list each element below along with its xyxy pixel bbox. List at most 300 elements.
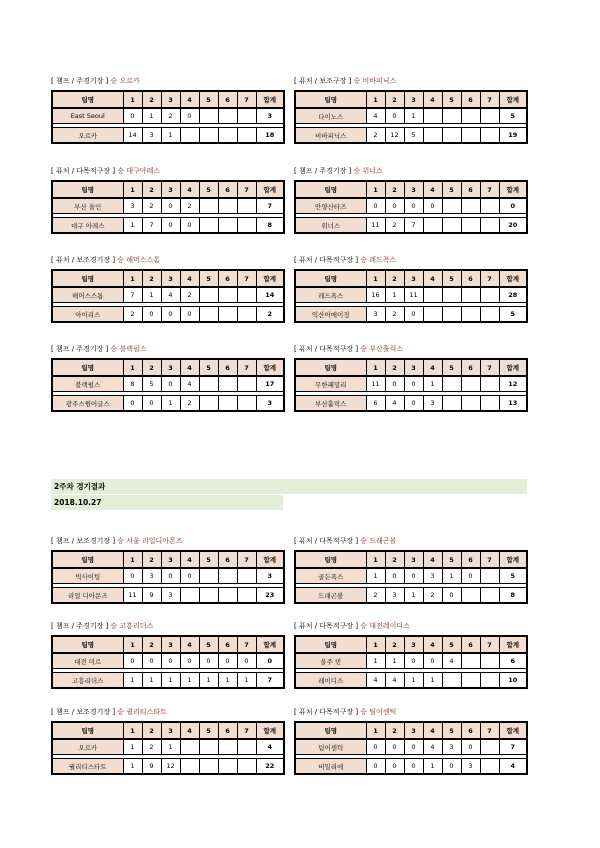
inning-score [461,108,480,124]
band-week2-title [51,479,527,494]
team-row [52,218,284,234]
score-table [294,721,528,775]
game-header [294,621,526,631]
score-header-row [52,359,284,376]
column-header: 7 [480,359,499,376]
total-score: 20 [499,218,527,234]
inning-score: 1 [142,673,161,689]
team-name: 퀄리티스타트 [52,759,123,775]
score-header-row [295,270,527,287]
score-table [51,269,285,323]
column-header: 5 [199,270,218,287]
inning-score: 0 [366,739,385,755]
game-winner: 승 서울 리얼디아몬즈 [117,537,183,545]
column-header: 3 [161,636,180,653]
inning-score [199,568,218,584]
column-header: 2 [385,722,404,739]
inning-score: 12 [385,128,404,144]
team-row [52,739,284,755]
column-header: 1 [366,270,385,287]
inning-score: 0 [180,218,199,234]
column-header: 4 [180,181,199,198]
team-row [52,673,284,689]
score-table [294,269,528,323]
game-header [294,255,526,265]
inning-score [199,759,218,775]
column-header: 5 [199,636,218,653]
column-header: 7 [480,551,499,568]
inning-score: 9 [142,588,161,604]
column-header: 3 [404,359,423,376]
score-table [294,358,528,412]
game-venue: [ 퓨처 / 다목적구장 ] [294,256,359,264]
inning-score: 7 [404,218,423,234]
game-block [294,707,526,775]
score-header-row [295,636,527,653]
score-table [51,721,285,775]
column-header: 7 [237,636,256,653]
column-header: 4 [180,722,199,739]
column-header: 4 [180,91,199,108]
inning-score: 0 [180,307,199,323]
inning-score: 4 [180,376,199,392]
total-score: 19 [499,128,527,144]
inning-score: 9 [142,759,161,775]
column-header: 4 [180,359,199,376]
team-name: 골든폭스 [295,568,366,584]
inning-score [480,218,499,234]
column-header: 2 [142,91,161,108]
game-header [294,166,526,176]
game-venue: [ 퓨처 / 다목적구장 ] [294,708,359,716]
inning-score: 1 [199,673,218,689]
inning-score [442,108,461,124]
column-header: 합계 [499,270,527,287]
inning-score: 0 [404,759,423,775]
inning-score: 11 [366,218,385,234]
game-header [51,621,283,631]
inning-score: 1 [237,673,256,689]
inning-score: 1 [366,653,385,669]
inning-score [218,108,237,124]
column-header: 4 [423,270,442,287]
team-name: 오르카 [52,128,123,144]
game-venue: [ 퓨처 / 다목적구장 ] [294,622,359,630]
game-block [51,255,283,323]
inning-score: 4 [423,739,442,755]
game-winner: 승 해머스스톰 [117,256,161,264]
inning-score [199,307,218,323]
inning-score: 1 [423,759,442,775]
inning-score: 0 [237,653,256,669]
score-header-row [52,722,284,739]
inning-score: 4 [366,673,385,689]
inning-score: 1 [161,128,180,144]
game-header [51,166,283,176]
column-header: 3 [404,636,423,653]
column-header: 1 [366,636,385,653]
game-venue: [ 챔프 / 보조경기장 ] [51,708,116,716]
team-name: 비밀리에 [295,759,366,775]
game-venue: [ 퓨처 / 보조구장 ] [294,77,352,85]
game-block [294,166,526,234]
column-header: 4 [423,91,442,108]
inning-score: 1 [161,673,180,689]
total-score: 5 [499,568,527,584]
game-header [294,707,526,717]
inning-score: 0 [366,198,385,214]
inning-score: 0 [180,653,199,669]
total-score: 3 [256,568,284,584]
inning-score: 14 [123,128,142,144]
total-score: 18 [256,128,284,144]
inning-score: 0 [385,739,404,755]
inning-score: 0 [461,739,480,755]
total-score: 14 [256,287,284,303]
inning-score [199,396,218,412]
inning-score: 11 [123,588,142,604]
column-header: 5 [199,551,218,568]
column-header: 1 [366,91,385,108]
column-header: 4 [423,636,442,653]
column-header: 3 [404,551,423,568]
column-header: 5 [199,181,218,198]
inning-score [218,759,237,775]
inning-score: 1 [142,287,161,303]
team-name: 리얼 디아몬즈 [52,588,123,604]
team-row [52,396,284,412]
game-winner: 승 위너스 [353,167,383,175]
column-header: 2 [142,636,161,653]
team-name: 드래곤볼 [295,588,366,604]
game-header [294,344,526,354]
game-block [294,536,526,604]
game-winner: 승 비바피닉스 [353,77,397,85]
column-header: 2 [385,91,404,108]
inning-score [199,287,218,303]
column-header: 4 [423,722,442,739]
total-score: 8 [256,218,284,234]
inning-score: 1 [385,653,404,669]
column-header: 1 [366,722,385,739]
game-block [294,76,526,144]
inning-score: 7 [142,218,161,234]
team-row [295,307,527,323]
column-header: 6 [461,270,480,287]
inning-score: 0 [461,568,480,584]
score-header-row [52,636,284,653]
inning-score: 1 [423,673,442,689]
inning-score: 1 [404,108,423,124]
team-name: 무한패밀리 [295,376,366,392]
team-name: 위너스 [295,218,366,234]
column-header: 4 [423,359,442,376]
team-row [52,307,284,323]
inning-score [237,396,256,412]
inning-score: 0 [385,108,404,124]
column-header: 6 [461,636,480,653]
column-header: 팀명 [52,636,123,653]
team-row [52,128,284,144]
column-header: 1 [123,359,142,376]
inning-score: 3 [423,568,442,584]
inning-score [199,739,218,755]
score-header-row [295,359,527,376]
inning-score: 0 [199,653,218,669]
inning-score: 0 [161,568,180,584]
column-header: 2 [142,270,161,287]
column-header: 6 [461,359,480,376]
inning-score [199,376,218,392]
inning-score [461,653,480,669]
total-score: 2 [256,307,284,323]
column-header: 1 [123,91,142,108]
team-name: 대구 아레스 [52,218,123,234]
inning-score: 1 [404,588,423,604]
column-header: 2 [385,551,404,568]
inning-score [480,376,499,392]
column-header: 팀명 [295,91,366,108]
score-table [51,90,285,144]
inning-score [480,396,499,412]
game-winner: 승 팀어센틱 [360,708,397,716]
total-score: 5 [499,307,527,323]
inning-score: 0 [404,653,423,669]
team-name: 오르카 [52,739,123,755]
column-header: 합계 [499,636,527,653]
column-header: 1 [123,181,142,198]
inning-score: 0 [423,198,442,214]
total-score: 23 [256,588,284,604]
column-header: 팀명 [52,722,123,739]
column-header: 팀명 [295,181,366,198]
total-score: 3 [256,396,284,412]
total-score: 0 [256,653,284,669]
inning-score: 2 [161,108,180,124]
inning-score: 0 [385,568,404,584]
column-header: 3 [404,91,423,108]
game-header [51,707,283,717]
total-score: 22 [256,759,284,775]
column-header: 2 [142,551,161,568]
team-row [52,759,284,775]
team-name: 아이리스 [52,307,123,323]
inning-score: 1 [142,108,161,124]
inning-score: 1 [366,568,385,584]
column-header: 3 [404,181,423,198]
column-header: 3 [161,722,180,739]
inning-score [218,128,237,144]
inning-score: 5 [142,376,161,392]
game-venue: [ 챔프 / 주경기장 ] [51,622,109,630]
column-header: 팀명 [295,270,366,287]
column-header: 4 [180,636,199,653]
inning-score [423,108,442,124]
team-name: 팀어센틱 [295,739,366,755]
game-venue: [ 챔프 / 주경기장 ] [294,167,352,175]
column-header: 합계 [256,722,284,739]
inning-score: 2 [142,198,161,214]
column-header: 5 [199,359,218,376]
inning-score [442,673,461,689]
inning-score: 0 [123,653,142,669]
game-block [51,536,283,604]
inning-score [218,307,237,323]
score-table [294,550,528,604]
column-header: 7 [480,91,499,108]
column-header: 6 [461,181,480,198]
inning-score [180,588,199,604]
inning-score [480,108,499,124]
inning-score [237,759,256,775]
inning-score [218,198,237,214]
score-header-row [295,91,527,108]
inning-score [423,287,442,303]
column-header: 3 [161,91,180,108]
inning-score: 3 [161,588,180,604]
score-table [51,635,285,689]
column-header: 팀명 [295,636,366,653]
inning-score: 0 [161,376,180,392]
inning-score [442,287,461,303]
column-header: 5 [442,270,461,287]
team-name: 대전 미르 [52,653,123,669]
inning-score: 0 [161,218,180,234]
inning-score [237,588,256,604]
inning-score: 0 [404,739,423,755]
inning-score [180,759,199,775]
column-header: 2 [385,359,404,376]
column-header: 팀명 [52,551,123,568]
column-header: 7 [480,636,499,653]
team-row [52,653,284,669]
inning-score: 1 [385,287,404,303]
inning-score: 0 [142,307,161,323]
inning-score [237,108,256,124]
inning-score: 4 [385,396,404,412]
team-name: East Seoul [52,108,123,124]
team-row [295,198,527,214]
inning-score: 2 [142,739,161,755]
game-venue: [ 챔프 / 주경기장 ] [51,77,109,85]
team-row [52,287,284,303]
inning-score: 3 [142,568,161,584]
column-header: 2 [142,181,161,198]
inning-score [442,307,461,323]
team-row [295,568,527,584]
team-name: 블랙펄스 [52,376,123,392]
team-row [295,108,527,124]
column-header: 5 [442,181,461,198]
total-score: 17 [256,376,284,392]
score-table [51,550,285,604]
inning-score [237,128,256,144]
column-header: 2 [142,722,161,739]
column-header: 1 [366,359,385,376]
game-header [51,255,283,265]
inning-score: 0 [404,568,423,584]
game-winner: 승 레드폭스 [360,256,397,264]
inning-score [218,396,237,412]
column-header: 합계 [499,91,527,108]
inning-score [461,396,480,412]
score-header-row [295,722,527,739]
game-venue: [ 챔프 / 보조경기장 ] [51,537,116,545]
column-header: 6 [218,270,237,287]
column-header: 6 [218,722,237,739]
inning-score: 0 [180,108,199,124]
team-row [295,128,527,144]
inning-score: 1 [442,568,461,584]
column-header: 1 [366,181,385,198]
inning-score: 0 [142,653,161,669]
inning-score: 2 [180,198,199,214]
team-name: 부산 올인 [52,198,123,214]
inning-score [218,588,237,604]
team-row [52,198,284,214]
inning-score: 3 [123,198,142,214]
inning-score: 0 [161,198,180,214]
team-row [295,376,527,392]
game-header [51,344,283,354]
inning-score: 0 [123,568,142,584]
column-header: 5 [442,636,461,653]
inning-score [218,568,237,584]
inning-score [218,739,237,755]
column-header: 3 [161,181,180,198]
inning-score: 1 [404,673,423,689]
team-name: 해머스스톰 [52,287,123,303]
inning-score: 0 [385,759,404,775]
inning-score: 2 [385,307,404,323]
inning-score: 12 [161,759,180,775]
inning-score: 3 [385,588,404,604]
team-name: 고흥리더스 [52,673,123,689]
inning-score [442,128,461,144]
team-row [52,568,284,584]
team-row [295,653,527,669]
inning-score [199,108,218,124]
inning-score: 1 [123,759,142,775]
inning-score: 6 [366,396,385,412]
inning-score: 8 [123,376,142,392]
week2-title: 2주차 경기결과 [54,482,106,491]
column-header: 합계 [256,181,284,198]
inning-score [480,568,499,584]
inning-score [461,376,480,392]
inning-score [442,218,461,234]
inning-score: 0 [123,108,142,124]
band-week2-date [51,495,283,510]
inning-score: 0 [404,376,423,392]
total-score: 7 [256,198,284,214]
column-header: 7 [237,359,256,376]
total-score: 0 [499,198,527,214]
total-score: 5 [499,108,527,124]
total-score: 3 [256,108,284,124]
column-header: 합계 [499,181,527,198]
game-winner: 승 대전레이디스 [360,622,410,630]
inning-score [237,287,256,303]
column-header: 6 [461,722,480,739]
column-header: 팀명 [52,359,123,376]
column-header: 6 [461,91,480,108]
inning-score [423,307,442,323]
column-header: 7 [237,722,256,739]
column-header: 3 [161,270,180,287]
column-header: 팀명 [52,181,123,198]
inning-score [180,739,199,755]
